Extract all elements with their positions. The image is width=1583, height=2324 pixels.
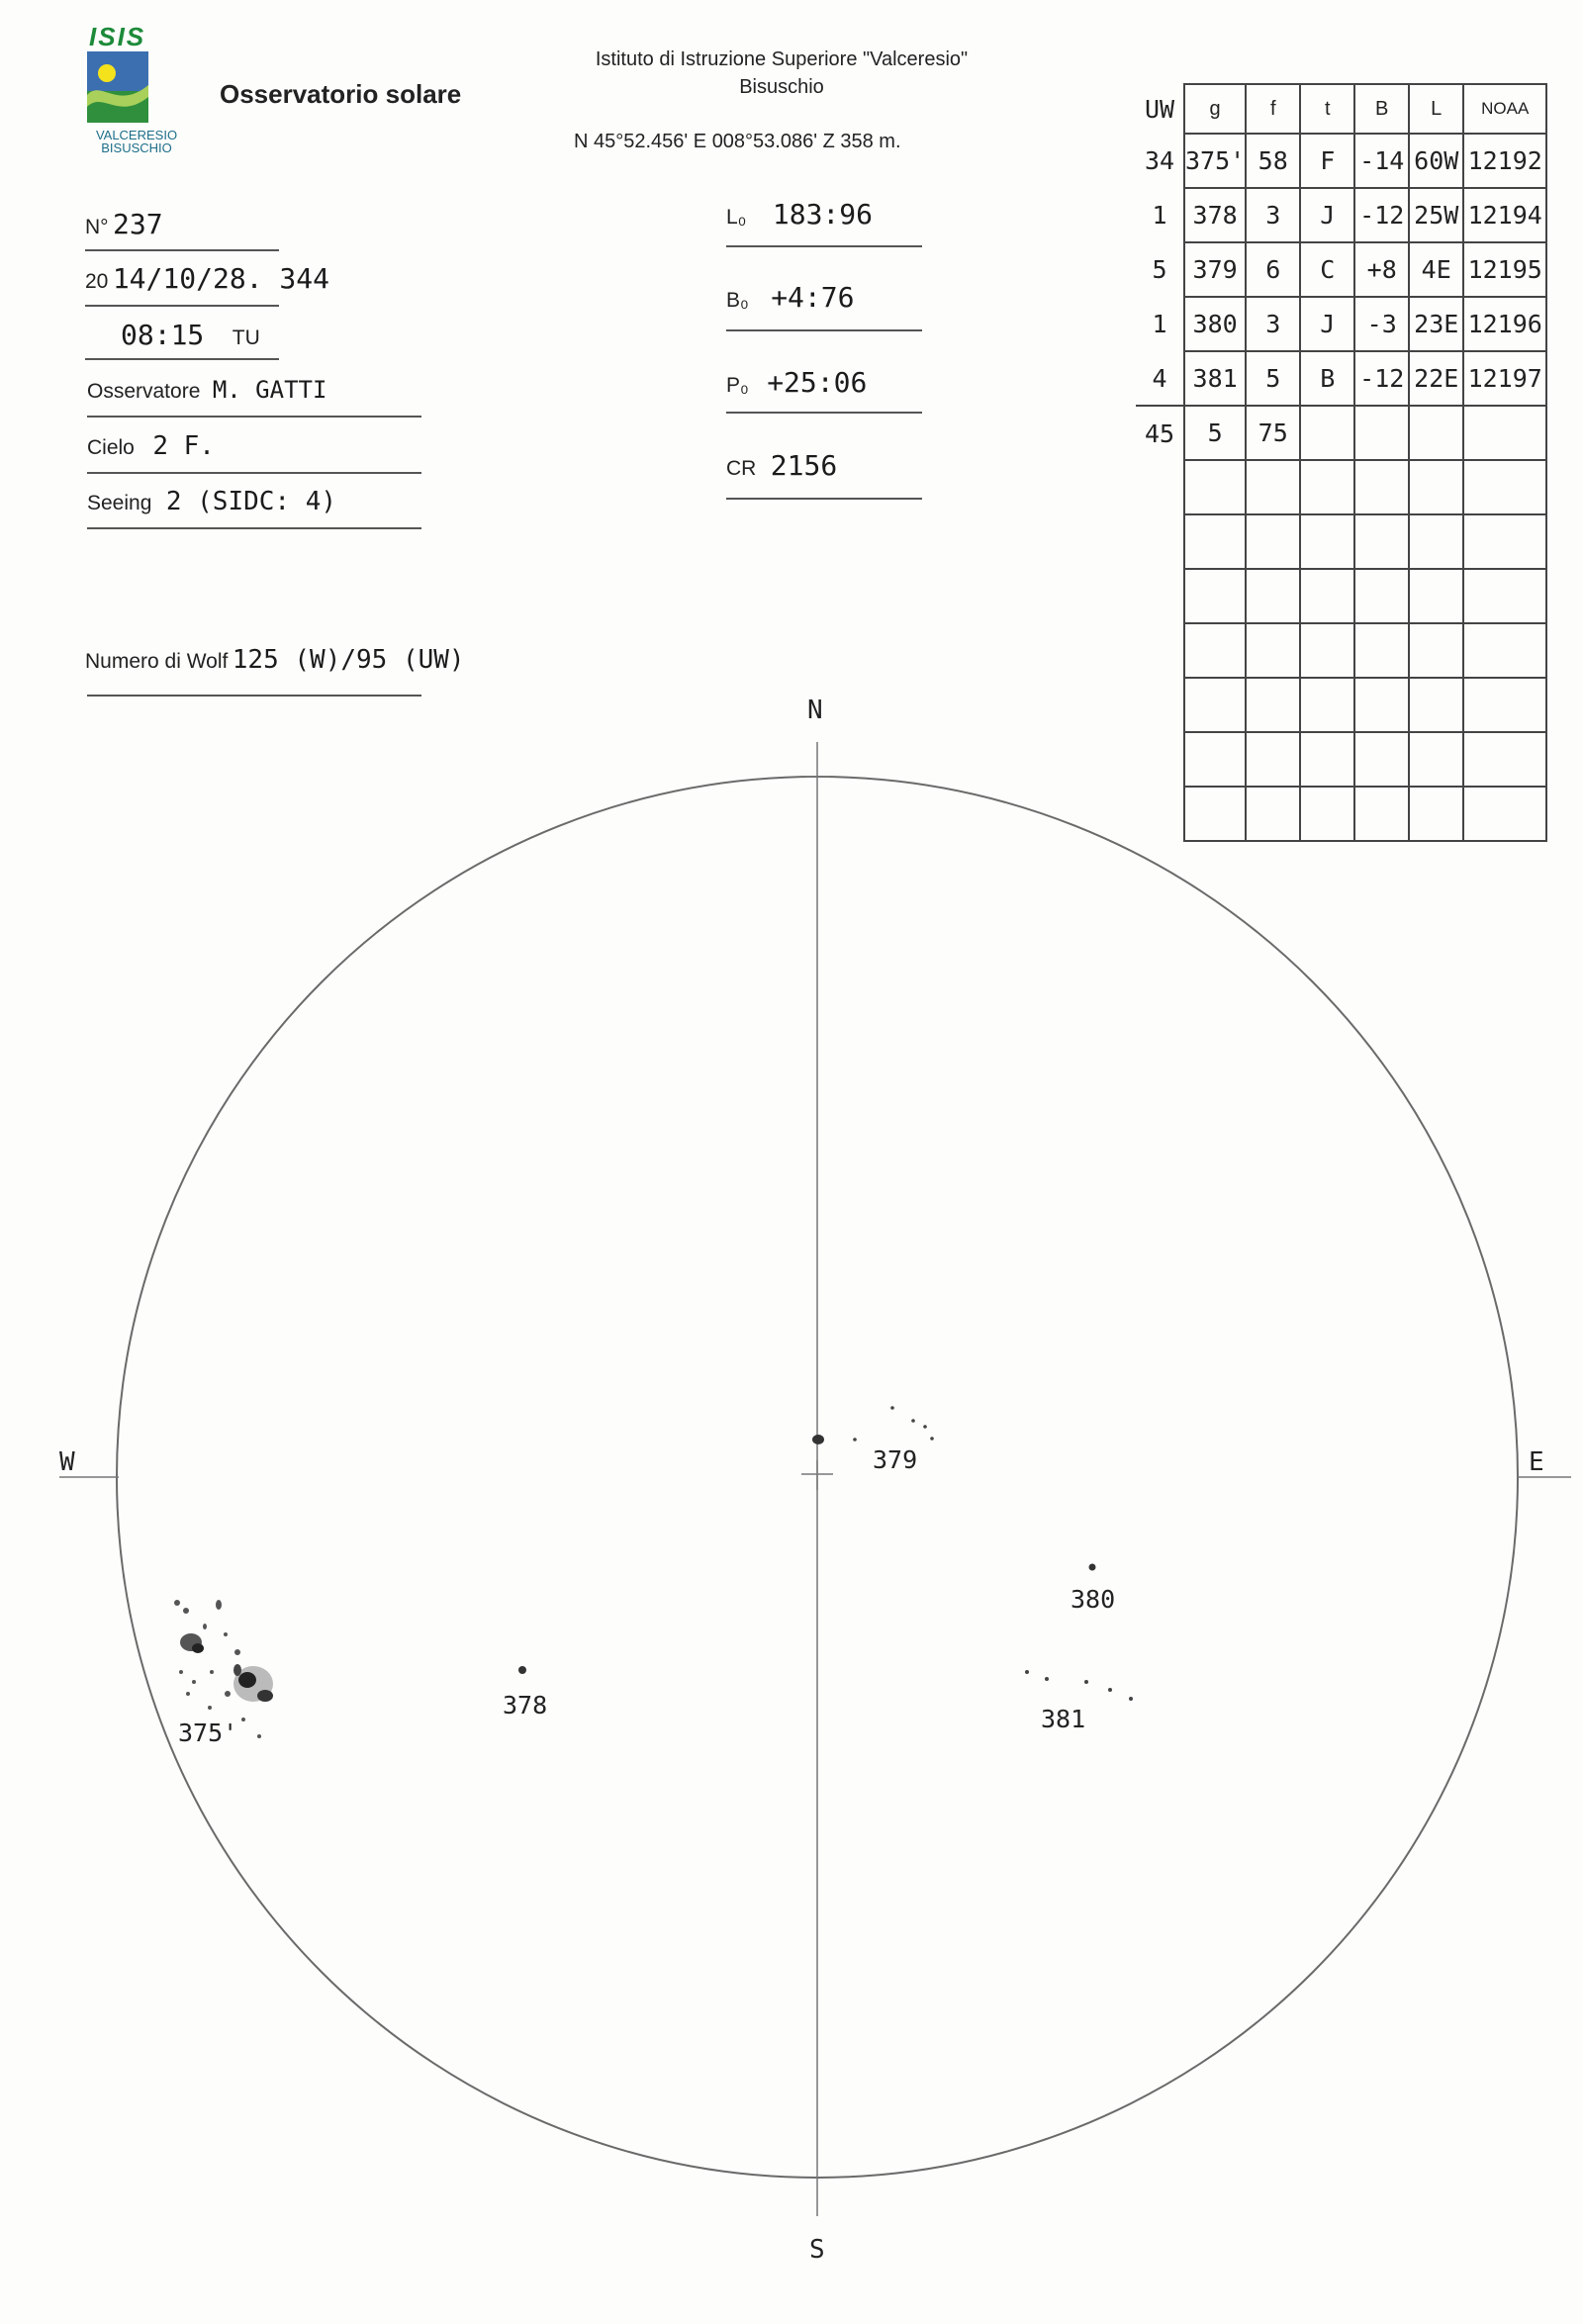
sunspot-umbra [257,1690,273,1702]
sky-value: 2 F. [152,431,215,461]
header-f: f [1246,84,1300,134]
cell-l: 60W [1409,134,1463,188]
seeing-value: 2 (SIDC: 4) [165,487,337,516]
header-noaa: NOAA [1463,84,1546,134]
wolf-value: 125 (W)/95 (UW) [232,645,465,675]
b0-label: B₀ [726,289,749,312]
sunspot-group-378 [518,1666,526,1674]
total-g: 5 [1184,406,1246,460]
observatory-coordinates: N 45°52.456' E 008°53.086' Z 358 m. [574,131,901,152]
sunspot-group-375 [174,1600,273,1738]
west-label: W [59,1447,75,1477]
sunspot [210,1670,214,1674]
cell-uw: 1 [1152,310,1167,338]
sunspot [192,1680,196,1684]
l0-label: L₀ [726,206,747,229]
cell-b: -3 [1354,297,1409,351]
observer-value: M. GATTI [212,376,327,404]
cell-noaa: 12192 [1463,134,1546,188]
sunspot [890,1406,894,1410]
cell-g: 381 [1184,351,1246,406]
time-value: 08:15 [121,319,205,351]
cr-value: 2156 [770,449,838,482]
header-t: t [1300,84,1354,134]
sunspot [1084,1680,1088,1684]
sunspot [812,1435,824,1444]
header-b: B [1354,84,1409,134]
page-title: Osservatorio solare [220,79,462,109]
group-label-379: 379 [873,1445,918,1474]
cell-f: 5 [1246,351,1300,406]
cell-uw: 5 [1152,255,1167,284]
logo-text: ISIS [89,22,146,51]
cell-uw: 4 [1152,363,1167,393]
institute-line-1: Istituto di Istruzione Superiore "Valceresio" [595,48,969,70]
sunspot [186,1692,190,1696]
sunspot [930,1437,934,1441]
l0-value: 183:96 [772,198,874,231]
cell-t: C [1300,242,1354,297]
cell-noaa: 12197 [1463,351,1546,406]
sunspot [174,1600,180,1606]
p0-label: P₀ [726,374,749,397]
cell-f: 6 [1246,242,1300,297]
cell-g: 375' [1184,134,1246,188]
cr-label: CR [726,457,757,480]
cell-l: 23E [1409,297,1463,351]
sunspot [192,1643,204,1653]
sunspot [911,1419,915,1423]
b0-value: +4:76 [771,281,855,314]
date-value: 14/10/28. 344 [112,262,329,295]
header-g: g [1184,84,1246,134]
logo-caption-1: VALCERESIO [95,128,178,142]
cell-noaa: 12196 [1463,297,1546,351]
cell-noaa: 12195 [1463,242,1546,297]
sunspot [1025,1670,1029,1674]
sunspot-umbra [238,1672,256,1688]
sunspot [225,1691,231,1697]
cell-g: 380 [1184,297,1246,351]
sunspot [1108,1688,1112,1692]
cell-b: -14 [1354,134,1409,188]
sunspot [179,1670,183,1674]
cell-l: 4E [1409,242,1463,297]
record-number-label: N° [85,216,109,238]
sunspot [224,1632,228,1636]
group-label-380: 380 [1071,1585,1116,1614]
cell-l: 25W [1409,188,1463,242]
sunspot [183,1608,189,1614]
sunspot-group-381 [1025,1670,1133,1701]
time-zone: TU [232,326,260,349]
group-label-381: 381 [1041,1705,1086,1733]
south-label: S [809,2235,825,2265]
sunspot [203,1624,207,1629]
sunspot [208,1706,212,1710]
sunspot [233,1664,241,1676]
header-l: L [1409,84,1463,134]
sunspot [853,1438,857,1441]
sunspot-group-380 [1089,1564,1096,1571]
record-number-value: 237 [113,208,163,240]
cell-t: F [1300,134,1354,188]
cell-f: 3 [1246,297,1300,351]
cell-g: 378 [1184,188,1246,242]
sunspot [216,1600,222,1610]
group-label-375: 375' [178,1719,238,1747]
sunspot [1129,1697,1133,1701]
total-f: 75 [1246,406,1300,460]
seeing-label: Seeing [87,492,152,514]
sunspot [1045,1677,1049,1681]
sunspot [234,1649,240,1655]
cell-b: -12 [1354,188,1409,242]
sunspot [257,1734,261,1738]
sunspot-group-379 [812,1406,934,1444]
institute-line-2: Bisuschio [739,76,824,98]
east-label: E [1529,1447,1544,1477]
cell-g: 379 [1184,242,1246,297]
cell-uw: 34 [1144,146,1175,175]
date-prefix: 20 [85,270,109,293]
header-uw: UW [1144,94,1175,124]
cell-f: 58 [1246,134,1300,188]
group-label-378: 378 [503,1691,548,1720]
cell-uw: 1 [1152,201,1167,230]
wolf-label: Numero di Wolf [85,650,229,673]
p0-value: +25:06 [767,366,868,399]
cell-l: 22E [1409,351,1463,406]
sunspot [241,1718,245,1721]
north-label: N [807,696,823,725]
cell-noaa: 12194 [1463,188,1546,242]
sky-label: Cielo [87,436,135,459]
cell-t: J [1300,188,1354,242]
observer-label: Osservatore [87,380,201,403]
logo-caption-2: BISUSCHIO [101,140,172,155]
cell-f: 3 [1246,188,1300,242]
sunspot [923,1425,927,1429]
total-uw: 45 [1136,406,1184,460]
cell-b: +8 [1354,242,1409,297]
cell-b: -12 [1354,351,1409,406]
cell-t: B [1300,351,1354,406]
cell-t: J [1300,297,1354,351]
